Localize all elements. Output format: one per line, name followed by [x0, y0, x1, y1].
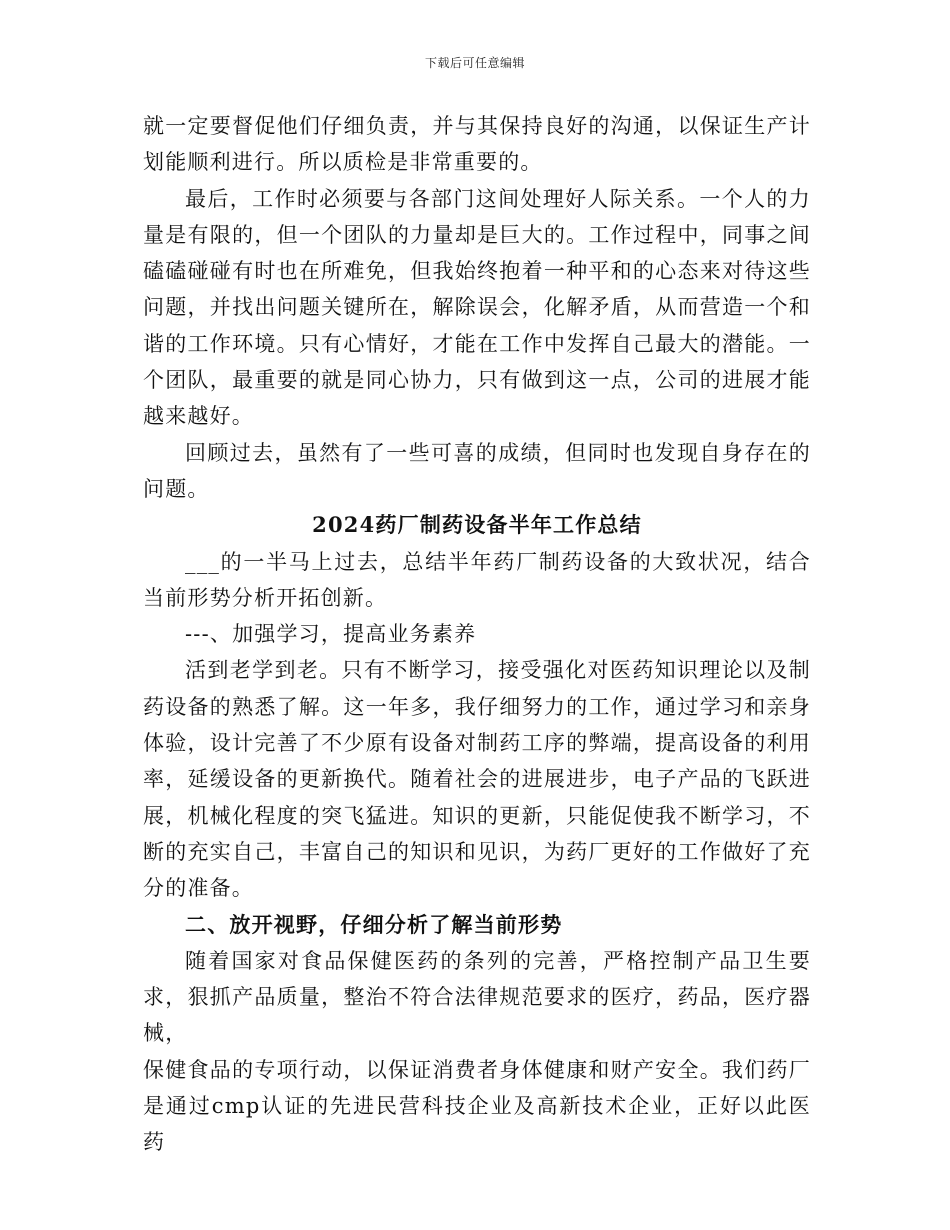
paragraph-regulation: 随着国家对食品保健医药的条列的完善，严格控制产品卫生要求，狠抓产品质量，整治不符合法律规范要求的医疗，药品，医疗器械，: [143, 948, 811, 1046]
paragraph-study: 活到老学到老。只有不断学习，接受强化对医药知识理论以及制药设备的熟悉了解。这一年多，我仔细努力的工作，通过学习和亲身体验，设计完善了不少原有设备对制药工序的弊端，提高设备的利用率，延缓设备的更新换代。随着社会的进展进步，电子产品的飞跃进展，机械化程度的突飞猛进。知识的更新，只能促使我不断学习，不断的充实自己，丰富自己的知识和见识，为药厂更好的工作做好了充分的准备。: [143, 658, 811, 901]
heading-vision: 二、放开视野，仔细分析了解当前形势: [185, 911, 563, 937]
document-body: [143, 108, 811, 1161]
paragraph-relations: 最后，工作时必须要与各部门这间处理好人际关系。一个人的力量是有限的，但一个团队的力量却是巨大的。工作过程中，同事之间磕磕碰碰有时也在所难免，但我始终抱着一种平和的心态来对待这些问题，并找出问题关键所在，解除误会，化解矛盾，从而营造一个和谐的工作环境。只有心情好，才能在工作中发挥自己最大的潜能。一个团队，最重要的就是同心协力，只有做到这一点，公司的进展才能越来越好。: [143, 186, 811, 429]
paragraph-company: 保健食品的专项行动，以保证消费者身体健康和财产安全。我们药厂是通过cmp认证的先进民营科技企业及高新技术企业，正好以此医药: [143, 1057, 811, 1155]
paragraph-review: 回顾过去，虽然有了一些可喜的成绩，但同时也发现自身存在的问题。: [143, 440, 811, 501]
page-header: 下载后可任意编辑: [424, 56, 525, 70]
heading-study: ---、加强学习，提高业务素养: [185, 622, 477, 647]
section-title: 2024药厂制药设备半年工作总结: [312, 512, 642, 538]
paragraph-intro: ___的一半马上过去，总结半年药厂制药设备的大致状况，结合当前形势分析开拓创新。: [143, 549, 811, 610]
paragraph-continuation: 就一定要督促他们仔细负责，并与其保持良好的沟通，以保证生产计划能顺利进行。所以质检是非常重要的。: [143, 114, 811, 175]
